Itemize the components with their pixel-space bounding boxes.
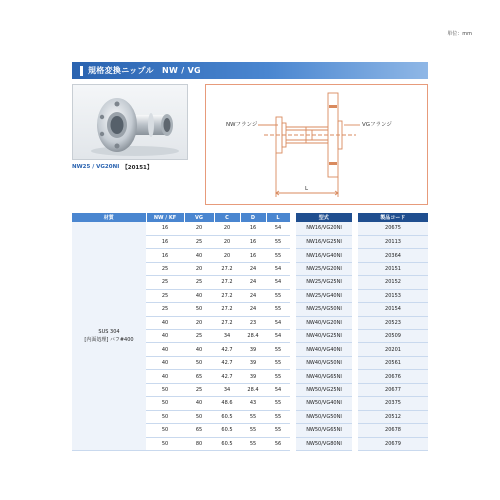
cell-model: NW50/VG25NI <box>296 383 352 396</box>
cell-c: 60.5 <box>214 410 240 423</box>
page-title: 規格変換ニップル NW / VG <box>88 66 201 75</box>
cell-model: NW25/VG25NI <box>296 276 352 289</box>
cell-product-code: 20678 <box>358 424 428 437</box>
vg-flange-label: VGフランジ <box>362 122 392 128</box>
cell-l: 55 <box>266 397 290 410</box>
cell-nw: 25 <box>146 262 184 275</box>
cell-c: 34 <box>214 330 240 343</box>
cell-product-code: 20675 <box>358 222 428 235</box>
header-material: 材質 <box>72 213 146 222</box>
cell-model: NW40/VG50NI <box>296 356 352 369</box>
cell-model: NW40/VG25NI <box>296 330 352 343</box>
cell-d: 39 <box>240 356 266 369</box>
cell-c: 20 <box>214 235 240 248</box>
cell-vg: 65 <box>184 370 214 383</box>
cell-product-code: 20375 <box>358 397 428 410</box>
header-code: 製品コード <box>358 213 428 222</box>
cell-model: NW40/VG20NI <box>296 316 352 329</box>
cell-c: 48.6 <box>214 397 240 410</box>
cell-c: 42.7 <box>214 370 240 383</box>
cell-nw: 40 <box>146 316 184 329</box>
cell-l: 55 <box>266 410 290 423</box>
cell-d: 16 <box>240 249 266 262</box>
cell-l: 55 <box>266 249 290 262</box>
cell-vg: 50 <box>184 356 214 369</box>
unit-label: 単位：mm <box>447 31 472 37</box>
cell-vg: 20 <box>184 262 214 275</box>
cell-c: 60.5 <box>214 424 240 437</box>
cell-product-code: 20561 <box>358 356 428 369</box>
cell-d: 24 <box>240 303 266 316</box>
material-finish: [内面処理] バフ#400 <box>84 336 134 343</box>
cell-d: 39 <box>240 370 266 383</box>
cell-d: 28.4 <box>240 383 266 396</box>
cell-vg: 50 <box>184 303 214 316</box>
header-d: D <box>240 213 266 222</box>
cell-c: 60.5 <box>214 437 240 450</box>
cell-vg: 40 <box>184 397 214 410</box>
material-grade: SUS 304 <box>98 328 120 335</box>
photo-caption-code: 【20151】 <box>122 165 153 171</box>
header-vg: VG <box>184 213 214 222</box>
cell-l: 55 <box>266 370 290 383</box>
cell-l: 54 <box>266 222 290 235</box>
cell-d: 16 <box>240 235 266 248</box>
nw-flange-label: NWフランジ <box>226 122 258 128</box>
cell-c: 27.2 <box>214 303 240 316</box>
cell-model: NW25/VG20NI <box>296 262 352 275</box>
cell-l: 55 <box>266 235 290 248</box>
cell-c: 27.2 <box>214 262 240 275</box>
header-c: C <box>214 213 240 222</box>
cell-model: NW50/VG40NI <box>296 397 352 410</box>
cell-nw: 50 <box>146 410 184 423</box>
table-body <box>72 222 428 450</box>
cell-nw: 50 <box>146 424 184 437</box>
cell-c: 20 <box>214 249 240 262</box>
cell-vg: 25 <box>184 276 214 289</box>
cell-l: 54 <box>266 330 290 343</box>
cell-l: 54 <box>266 383 290 396</box>
cell-vg: 20 <box>184 316 214 329</box>
cell-c: 27.2 <box>214 289 240 302</box>
cell-l: 54 <box>266 276 290 289</box>
cell-vg: 25 <box>184 235 214 248</box>
cell-product-code: 20676 <box>358 370 428 383</box>
cell-l: 55 <box>266 424 290 437</box>
cell-model: NW25/VG40NI <box>296 289 352 302</box>
cell-c: 42.7 <box>214 343 240 356</box>
cell-nw: 40 <box>146 330 184 343</box>
cell-model: NW50/VG50NI <box>296 410 352 423</box>
cell-d: 23 <box>240 316 266 329</box>
photo-caption-model: NW25 / VG20NI <box>72 164 120 170</box>
cell-nw: 40 <box>146 370 184 383</box>
cell-l: 55 <box>266 303 290 316</box>
cell-d: 24 <box>240 262 266 275</box>
cell-l: 55 <box>266 356 290 369</box>
cell-product-code: 20154 <box>358 303 428 316</box>
spec-table <box>72 213 429 451</box>
header-l: L <box>266 213 290 222</box>
cell-d: 43 <box>240 397 266 410</box>
header-nwkf: NW / KF <box>146 213 184 222</box>
cell-model: NW40/VG65NI <box>296 370 352 383</box>
cell-product-code: 20512 <box>358 410 428 423</box>
cell-c: 34 <box>214 383 240 396</box>
cell-model: NW25/VG50NI <box>296 303 352 316</box>
cell-l: 56 <box>266 437 290 450</box>
cell-product-code: 20677 <box>358 383 428 396</box>
cell-l: 55 <box>266 289 290 302</box>
cell-nw: 16 <box>146 235 184 248</box>
cell-vg: 40 <box>184 249 214 262</box>
cell-c: 42.7 <box>214 356 240 369</box>
cell-d: 55 <box>240 410 266 423</box>
photo-caption <box>72 162 188 172</box>
cell-model: NW16/VG25NI <box>296 235 352 248</box>
cell-product-code: 20509 <box>358 330 428 343</box>
cell-model: NW16/VG40NI <box>296 249 352 262</box>
cell-vg: 50 <box>184 410 214 423</box>
cell-model: NW50/VG65NI <box>296 424 352 437</box>
cell-d: 55 <box>240 424 266 437</box>
section-title-bar <box>72 62 428 79</box>
cell-nw: 50 <box>146 437 184 450</box>
cell-product-code: 20113 <box>358 235 428 248</box>
cell-nw: 25 <box>146 289 184 302</box>
cell-c: 27.2 <box>214 316 240 329</box>
cell-nw: 16 <box>146 222 184 235</box>
cell-d: 39 <box>240 343 266 356</box>
cell-product-code: 20151 <box>358 262 428 275</box>
cell-product-code: 20523 <box>358 316 428 329</box>
cell-vg: 80 <box>184 437 214 450</box>
cross-section-diagram <box>206 85 426 203</box>
cell-nw: 50 <box>146 397 184 410</box>
header-model: 型式 <box>296 213 352 222</box>
cell-product-code: 20153 <box>358 289 428 302</box>
cell-product-code: 20201 <box>358 343 428 356</box>
cell-nw: 25 <box>146 303 184 316</box>
cell-vg: 25 <box>184 330 214 343</box>
cell-d: 24 <box>240 276 266 289</box>
cell-vg: 40 <box>184 343 214 356</box>
cell-product-code: 20679 <box>358 437 428 450</box>
table-row <box>72 222 428 235</box>
cell-d: 55 <box>240 437 266 450</box>
cell-product-code: 20152 <box>358 276 428 289</box>
title-decoration <box>80 66 83 76</box>
cell-nw: 40 <box>146 356 184 369</box>
cell-l: 54 <box>266 262 290 275</box>
cell-d: 24 <box>240 289 266 302</box>
length-dimension-label: L <box>305 186 309 192</box>
cell-l: 55 <box>266 343 290 356</box>
cell-vg: 20 <box>184 222 214 235</box>
cell-d: 28.4 <box>240 330 266 343</box>
cell-c: 20 <box>214 222 240 235</box>
cell-nw: 50 <box>146 383 184 396</box>
table-header-row <box>72 213 428 222</box>
cell-vg: 40 <box>184 289 214 302</box>
material-cell <box>72 222 146 450</box>
technical-drawing <box>205 84 428 205</box>
cell-model: NW16/VG20NI <box>296 222 352 235</box>
cell-vg: 25 <box>184 383 214 396</box>
cell-l: 54 <box>266 316 290 329</box>
product-photo <box>72 84 188 160</box>
cell-vg: 65 <box>184 424 214 437</box>
cell-nw: 25 <box>146 276 184 289</box>
cell-product-code: 20364 <box>358 249 428 262</box>
cell-d: 16 <box>240 222 266 235</box>
cell-nw: 16 <box>146 249 184 262</box>
cell-model: NW40/VG40NI <box>296 343 352 356</box>
nipple-photo-icon <box>73 85 189 161</box>
cell-model: NW50/VG80NI <box>296 437 352 450</box>
cell-c: 27.2 <box>214 276 240 289</box>
cell-nw: 40 <box>146 343 184 356</box>
